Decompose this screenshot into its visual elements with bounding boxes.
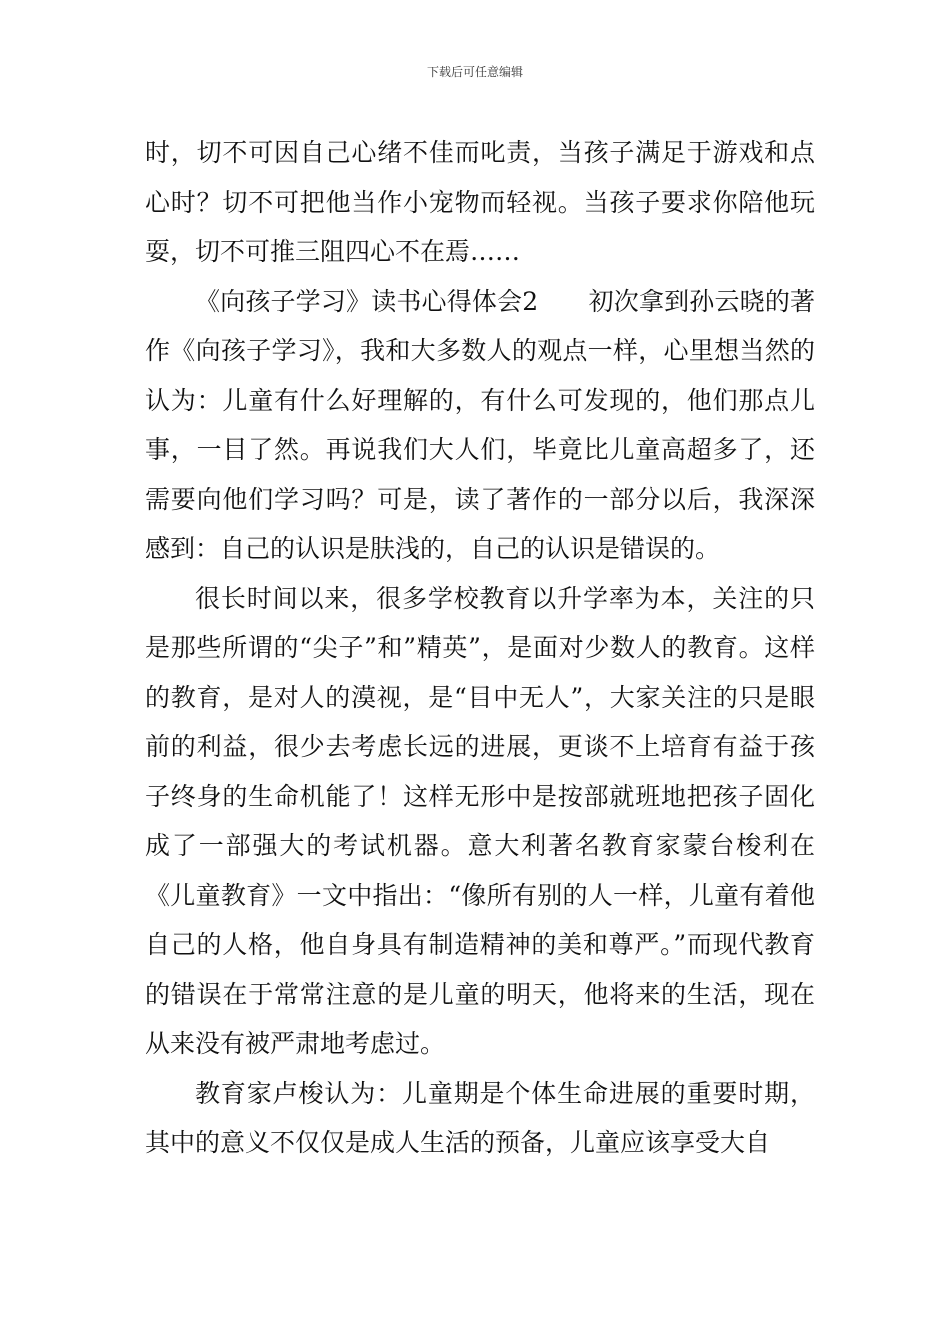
paragraph-4: 教育家卢梭认为：儿童期是个体生命进展的重要时期，其中的意义不仅仅是成人生活的预备，儿童应该享受大自 bbox=[145, 1078, 815, 1157]
paragraph-1: 时，切不可因自己心绪不佳而叱责，当孩子满足于游戏和点心时？切不可把他当作小宠物而轻视。当孩子要求你陪他玩耍，切不可推三阻四心不在焉…… bbox=[145, 138, 815, 266]
page-header: 下载后可任意编辑 bbox=[426, 65, 523, 79]
paragraph-3: 很长时间以来，很多学校教育以升学率为本，关注的只是那些所谓的“尖子”和”精英”，是面对少数人的教育。这样的教育，是对人的漠视，是“目中无人”，大家关注的只是眼前的利益，很少去考虑长远的进展，更谈不上培育有益于孩子终身的生命机能了！这样无形中是按部就班地把孩子固化成了一部强大的考试机器。意大利著名教育家蒙台梭利在《儿童教育》一文中指出：“像所有别的人一样，儿童有着他自己的人格，他自身具有制造精神的美和尊严。”而现代教育的错误在于常常注意的是儿童的明天，他将来的生活，现在从来没有被严肃地考虑过。 bbox=[145, 583, 815, 1058]
body-text bbox=[145, 128, 815, 1168]
paragraph-2: 《向孩子学习》读书心得体会2 初次拿到孙云晓的著作《向孩子学习》，我和大多数人的观点一样，心里想当然的认为：儿童有什么好理解的，有什么可发现的，他们那点儿事，一目了然。再说我们大人们，毕竟比儿童高超多了，还需要向他们学习吗？可是，读了著作的一部分以后，我深深感到：自己的认识是肤浅的，自己的认识是错误的。 bbox=[145, 286, 815, 563]
